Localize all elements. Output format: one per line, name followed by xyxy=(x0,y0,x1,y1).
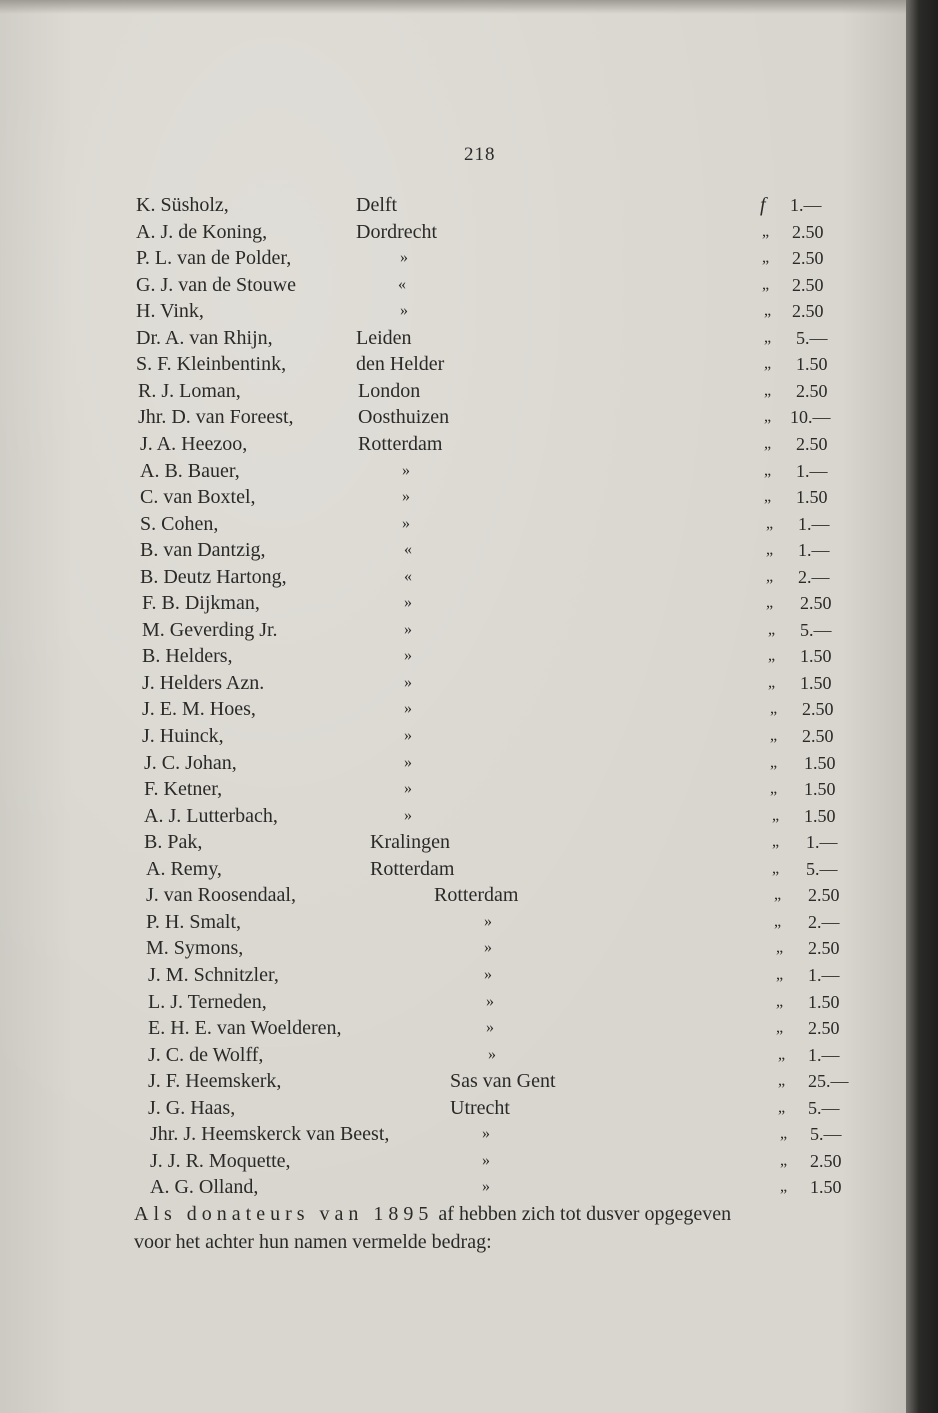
ditto-mark: » xyxy=(402,461,410,479)
donation-amount: 2.50 xyxy=(792,274,824,295)
ditto-mark: „ xyxy=(770,753,778,771)
ditto-mark: » xyxy=(404,673,412,691)
donor-place: den Helder xyxy=(356,353,445,376)
list-item xyxy=(0,643,914,669)
donation-amount: 5.— xyxy=(808,1097,840,1118)
ditto-mark: „ xyxy=(762,222,770,240)
ditto-mark: « xyxy=(398,275,406,293)
donor-name: J. F. Heemskerk, xyxy=(148,1070,282,1093)
list-item xyxy=(0,882,914,908)
ditto-mark: „ xyxy=(780,1178,788,1196)
donation-amount: 1.— xyxy=(790,195,822,215)
donor-name: B. Pak, xyxy=(144,831,203,854)
list-item xyxy=(0,617,914,643)
footer-spaced-heading: Als donateurs van 1895 xyxy=(134,1203,434,1225)
donation-amount: 2.50 xyxy=(802,726,834,746)
ditto-mark: » xyxy=(404,620,412,638)
ditto-mark: „ xyxy=(774,912,782,930)
list-item xyxy=(0,1015,914,1041)
ditto-mark: » xyxy=(400,302,408,320)
list-item xyxy=(0,245,914,271)
ditto-mark: „ xyxy=(764,302,772,320)
donor-name: P. H. Smalt, xyxy=(146,910,242,933)
donation-amount: 25.— xyxy=(808,1071,849,1092)
donor-name: J. van Roosendaal, xyxy=(146,884,296,907)
ditto-mark: „ xyxy=(768,620,776,638)
ditto-mark: » xyxy=(404,806,412,824)
donor-name: B. Deutz Hartong, xyxy=(140,565,287,588)
donor-name: J. Helders Azn. xyxy=(142,671,265,694)
list-item xyxy=(0,803,914,829)
list-item xyxy=(0,458,914,484)
ditto-mark: „ xyxy=(776,1019,784,1037)
ditto-mark: „ xyxy=(778,1072,786,1090)
donor-name: G. J. van de Stouwe xyxy=(136,273,296,296)
donation-amount: 2.— xyxy=(798,566,830,587)
donor-name: Jhr. J. Heemskerck van Beest, xyxy=(150,1123,390,1146)
list-item xyxy=(0,351,914,377)
donor-name: F. Ketner, xyxy=(144,778,223,801)
list-item xyxy=(0,537,914,563)
donation-amount: 2.50 xyxy=(800,593,832,614)
book-spine-edge xyxy=(906,0,938,1413)
ditto-mark: „ xyxy=(764,461,772,479)
list-item xyxy=(0,590,914,616)
ditto-mark: „ xyxy=(764,328,772,346)
donor-name: J. A. Heezoo, xyxy=(140,432,248,455)
ditto-mark: „ xyxy=(766,594,774,612)
donation-amount: 2.50 xyxy=(796,433,828,454)
donor-name: J. C. de Wolff, xyxy=(148,1043,264,1066)
ditto-mark: „ xyxy=(778,1098,786,1116)
ditto-mark: » xyxy=(404,727,412,744)
list-item xyxy=(0,696,914,722)
ditto-mark: « xyxy=(404,541,412,559)
ditto-mark: „ xyxy=(768,673,776,691)
ditto-mark: „ xyxy=(766,567,774,585)
donation-amount: 1.— xyxy=(808,1044,840,1065)
ditto-mark: » xyxy=(400,249,408,267)
list-item xyxy=(0,723,914,749)
donor-name: L. J. Terneden, xyxy=(148,990,267,1013)
donation-amount: 5.— xyxy=(796,327,828,348)
list-item xyxy=(0,272,914,298)
ditto-mark: » xyxy=(488,1045,496,1063)
ditto-mark: « xyxy=(404,567,412,585)
donation-amount: 1.50 xyxy=(796,487,828,508)
donation-amount: 1.— xyxy=(798,540,830,561)
donation-amount: 1.— xyxy=(796,460,828,481)
ditto-mark: „ xyxy=(776,939,784,957)
donor-name: A. G. Olland, xyxy=(150,1176,259,1199)
ditto-mark: „ xyxy=(768,647,776,665)
donor-name: F. B. Dijkman, xyxy=(142,592,260,615)
donor-place: Rotterdam xyxy=(434,884,519,907)
ditto-mark: „ xyxy=(778,1045,786,1063)
page-number: 218 xyxy=(464,144,496,165)
list-item xyxy=(0,325,914,351)
list-item xyxy=(0,1148,914,1174)
ditto-mark: » xyxy=(484,965,492,983)
ditto-mark: „ xyxy=(764,488,772,506)
list-item xyxy=(0,962,914,988)
donation-amount: 10.— xyxy=(790,407,831,428)
donation-amount: 2.50 xyxy=(808,885,840,906)
donor-place: Oosthuizen xyxy=(358,406,450,429)
list-item xyxy=(0,1095,914,1121)
list-item xyxy=(0,856,914,882)
donor-name: E. H. E. van Woelderen, xyxy=(148,1017,342,1040)
ditto-mark: „ xyxy=(764,355,772,373)
ditto-mark: » xyxy=(484,912,492,930)
ditto-mark: » xyxy=(482,1125,490,1143)
donor-place: Rotterdam xyxy=(358,432,443,455)
ditto-mark: „ xyxy=(764,381,772,399)
ditto-mark: » xyxy=(482,1178,490,1196)
donation-amount: 5.— xyxy=(800,619,832,640)
donation-amount: 5.— xyxy=(810,1124,842,1145)
list-item xyxy=(0,909,914,935)
ditto-mark: „ xyxy=(776,992,784,1010)
donor-name: B. van Dantzig, xyxy=(140,539,266,562)
list-item xyxy=(0,404,914,430)
donor-name: B. Helders, xyxy=(142,645,233,668)
ditto-mark: „ xyxy=(780,1125,788,1143)
donor-name: J. E. M. Hoes, xyxy=(142,698,256,721)
ditto-mark: » xyxy=(482,1151,490,1169)
list-item xyxy=(0,1068,914,1094)
donor-name: M. Geverding Jr. xyxy=(142,618,278,641)
ditto-mark: » xyxy=(404,594,412,612)
donor-name: J. J. R. Moquette, xyxy=(150,1149,291,1172)
donation-amount: 1.50 xyxy=(810,1177,842,1198)
donor-place: Dordrecht xyxy=(356,220,438,243)
donation-amount: 1.50 xyxy=(808,991,840,1012)
donation-amount: 2.— xyxy=(808,911,840,932)
footer-line-2: voor het achter hun namen vermelde bedrag: xyxy=(134,1231,492,1253)
list-item xyxy=(0,511,914,537)
ditto-mark: » xyxy=(402,488,410,506)
ditto-mark: » xyxy=(404,647,412,665)
donor-name: M. Symons, xyxy=(146,937,244,960)
ditto-mark: „ xyxy=(772,806,780,824)
ditto-mark: „ xyxy=(762,249,770,267)
list-item xyxy=(0,564,914,590)
list-item xyxy=(0,431,914,457)
page-top-shadow xyxy=(0,0,914,14)
list-item xyxy=(0,1174,914,1200)
ditto-mark: » xyxy=(486,1019,494,1037)
donation-amount: 2.50 xyxy=(808,1018,840,1039)
list-item xyxy=(0,989,914,1015)
ditto-mark: „ xyxy=(774,886,782,904)
donation-amount: 1.50 xyxy=(804,779,836,800)
donor-name: J. G. Haas, xyxy=(148,1096,236,1119)
donation-amount: 1.50 xyxy=(800,646,832,667)
donation-amount: 2.50 xyxy=(796,380,828,401)
list-item xyxy=(0,219,914,245)
ditto-mark: „ xyxy=(766,514,774,532)
donation-amount: 1.— xyxy=(798,513,830,534)
donation-amount: 2.50 xyxy=(810,1150,842,1171)
ditto-mark: „ xyxy=(772,833,780,851)
ditto-mark: » xyxy=(404,780,412,798)
donor-place: Utrecht xyxy=(450,1096,510,1119)
donor-name: S. F. Kleinbentink, xyxy=(136,353,287,376)
ditto-mark: » xyxy=(404,753,412,771)
ditto-mark: „ xyxy=(776,965,784,983)
footer-paragraph xyxy=(134,1200,894,1256)
donor-name: K. Süsholz, xyxy=(136,194,229,216)
donation-amount: 2.50 xyxy=(792,301,824,322)
ditto-mark: » xyxy=(484,939,492,957)
donor-place: Delft xyxy=(356,194,398,216)
donation-amount: 1.50 xyxy=(804,752,836,773)
donation-amount: 1.— xyxy=(808,964,840,985)
donor-name: J. C. Johan, xyxy=(144,751,237,774)
list-item xyxy=(0,192,914,218)
ditto-mark: „ xyxy=(764,434,772,452)
list-item xyxy=(0,378,914,404)
list-item xyxy=(0,1042,914,1068)
list-item xyxy=(0,935,914,961)
donor-place: Sas van Gent xyxy=(450,1070,556,1093)
list-item xyxy=(0,776,914,802)
donor-place: Kralingen xyxy=(370,831,450,854)
donor-name: J. M. Schnitzler, xyxy=(148,963,279,986)
ditto-mark: „ xyxy=(780,1151,788,1169)
ditto-mark: » xyxy=(404,700,412,718)
ditto-mark: „ xyxy=(770,780,778,798)
ditto-mark: » xyxy=(486,992,494,1010)
donation-amount: 1.— xyxy=(806,832,838,853)
donation-amount: 2.50 xyxy=(802,699,834,720)
ditto-mark: „ xyxy=(762,275,770,293)
donor-name: C. van Boxtel, xyxy=(140,486,256,509)
donor-place: London xyxy=(358,379,421,402)
donor-place: Leiden xyxy=(356,326,412,349)
donor-place: Rotterdam xyxy=(370,857,455,880)
donor-name: S. Cohen, xyxy=(140,512,219,535)
ditto-mark: „ xyxy=(766,541,774,559)
donor-name: R. J. Loman, xyxy=(138,379,241,402)
ditto-mark: „ xyxy=(772,859,780,877)
donor-name: J. Huinck, xyxy=(142,725,224,747)
donation-amount: 2.50 xyxy=(792,221,824,242)
ditto-mark: » xyxy=(402,514,410,532)
donation-amount: 5.— xyxy=(806,858,838,879)
donor-name: Dr. A. van Rhijn, xyxy=(136,326,273,349)
donor-name: A. J. Lutterbach, xyxy=(144,804,278,827)
donor-name: A. B. Bauer, xyxy=(140,459,240,482)
ditto-mark: „ xyxy=(770,727,778,744)
florin-sign: f xyxy=(760,194,766,216)
donor-name: Jhr. D. van Foreest, xyxy=(138,406,294,429)
list-item xyxy=(0,298,914,324)
donation-amount: 1.50 xyxy=(804,805,836,826)
donor-name: A. Remy, xyxy=(146,857,222,880)
footer-line-1-rest: af hebben zich tot dusver opgegeven xyxy=(438,1203,732,1225)
donation-amount: 2.50 xyxy=(792,248,824,269)
donor-name: A. J. de Koning, xyxy=(136,220,268,243)
footer-line-1 xyxy=(134,1200,894,1228)
donor-name: P. L. van de Polder, xyxy=(136,247,292,270)
donation-amount: 1.50 xyxy=(800,672,832,693)
list-item xyxy=(0,750,914,776)
donor-name: H. Vink, xyxy=(136,300,204,323)
ditto-mark: „ xyxy=(764,408,772,426)
donation-amount: 1.50 xyxy=(796,354,828,375)
ditto-mark: „ xyxy=(770,700,778,718)
donation-amount: 2.50 xyxy=(808,938,840,959)
list-item xyxy=(0,1121,914,1147)
list-item xyxy=(0,670,914,696)
list-item xyxy=(0,829,914,855)
list-item xyxy=(0,484,914,510)
